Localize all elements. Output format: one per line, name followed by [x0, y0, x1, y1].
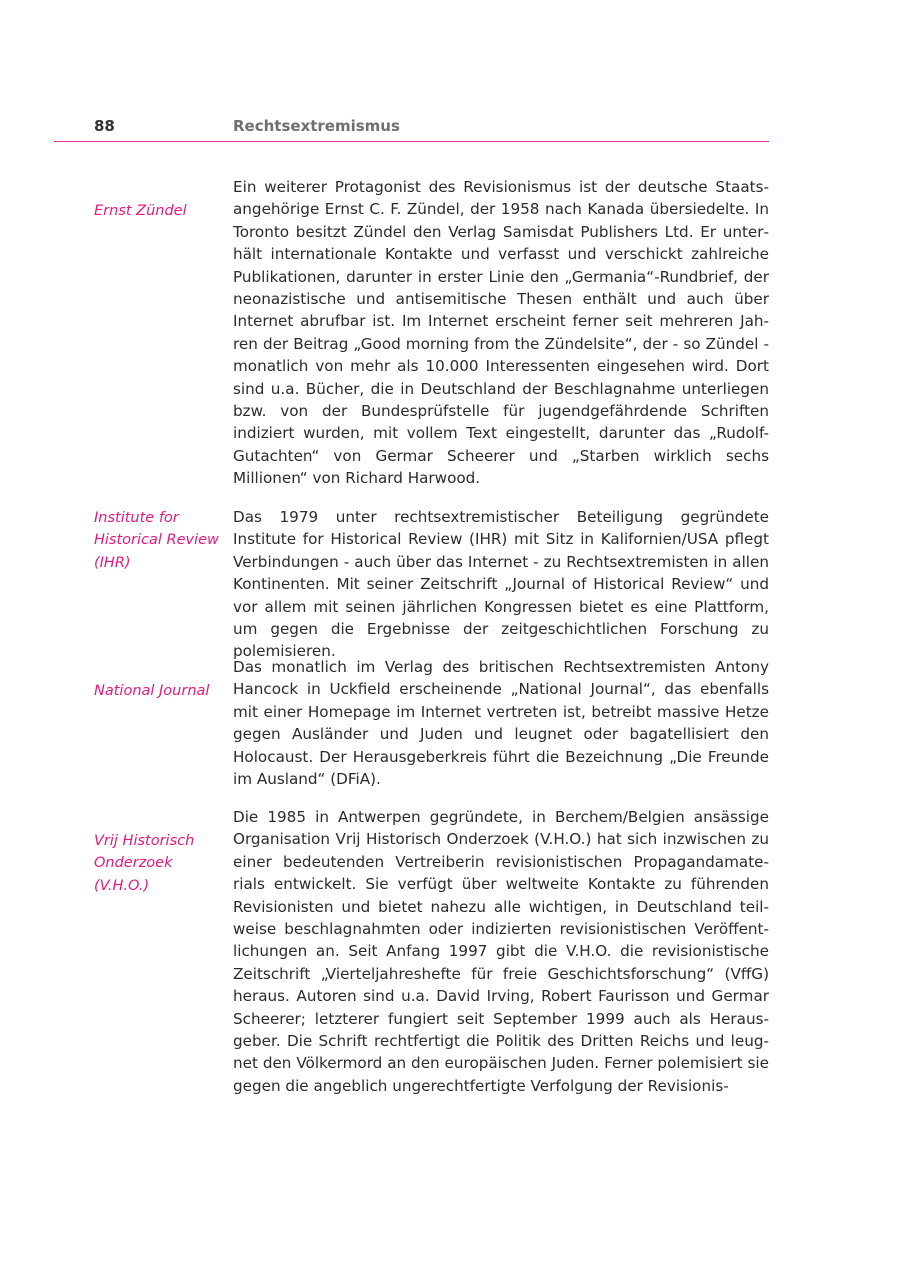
page-header	[0, 0, 900, 145]
margin-note: National Journal	[94, 683, 210, 699]
margin-note: Institute for Historical Review (IHR)	[94, 510, 219, 571]
body-paragraph: Die 1985 in Antwerpen gegründete, in Berchem/Belgien ansässige Organisation Vrij Historisch Onderzoek (V.H.O.) hat sich inzwischen zu einer bedeutenden Vertreiberin revisionistischen Propagandamaterials entwickelt. Sie verfügt über weltweite Kontakte zu führenden Revisionisten und bietet nahezu alle wichtigen, in Deutschland teilweise beschlagnahmten oder indizierten revisionistischen Veröffentlichungen an. Seit Anfang 1997 gibt die V.H.O. die revisionistische Zeitschrift „Vierteljahreshefte für freie Geschichtsforschung“ (VffG) heraus. Autoren sind u.a. David Irving, Robert Faurisson und Germar Scheerer; letzterer fungiert seit September 1999 auch als Herausgeber. Die Schrift rechtfertigt die Politik des Dritten Reichs und leugnet den Völkermord an den europäischen Juden. Ferner polemisiert sie gegen die angeblich ungerechtfertigte Verfolgung der Revisionis-	[233, 808, 769, 1095]
running-title: Rechtsextremismus	[233, 117, 400, 135]
margin-note: Vrij Historisch Onderzoek (V.H.O.)	[94, 833, 195, 894]
page-number: 88	[94, 117, 115, 135]
header-rule	[54, 141, 769, 142]
body-paragraph: Ein weiterer Protagonist des Revisionismus ist der deutsche Staatsangehörige Ernst C. F. Zündel, der 1958 nach Kanada übersiedelte. In Toronto besitzt Zündel den Verlag Samisdat Publishers Ltd. Er unterhält internationale Kontakte und verfasst und verschickt zahlreiche Publikationen, darunter in erster Linie den „Germania“-Rundbrief, der neonazistische und antisemitische Thesen enthält und auch über Internet abrufbar ist. Im Internet erscheint ferner seit mehreren Jahren der Beitrag „Good morning from the Zündelsite“, der - so Zündel - monatlich von mehr als 10.000 Interessenten eingesehen wird. Dort sind u.a. Bücher, die in Deutschland der Beschlagnahme unterliegen bzw. von der Bundesprüfstelle für jugendgefährdende Schriften indiziert wurden, mit vollem Text eingestellt, darunter das „Rudolf-Gutachten“ von Germar Scheerer und „Starben wirklich sechs Millionen“ von Richard Harwood.	[233, 178, 769, 488]
body-paragraph: Das monatlich im Verlag des britischen Rechtsextremisten Antony Hancock in Uckfield erscheinende „National Journal“, das ebenfalls mit einer Homepage im Internet vertreten ist, betreibt massive Hetze gegen Ausländer und Juden und leugnet oder bagatellisiert den Holocaust. Der Herausgeberkreis führt die Bezeichnung „Die Freunde im Ausland“ (DFiA).	[233, 658, 769, 789]
body-paragraph: Das 1979 unter rechtsextremistischer Beteiligung gegründete Institute for Historical Review (IHR) mit Sitz in Kalifornien/USA pflegt Verbindungen - auch über das Internet - zu Rechtsextremisten in allen Kontinenten. Mit seiner Zeitschrift „Journal of Historical Review“ und vor allem mit seinen jährlichen Kongressen bietet es eine Plattform, um gegen die Ergebnisse der zeitgeschichtlichen Forschung zu polemisieren.	[233, 508, 769, 661]
margin-note: Ernst Zündel	[94, 203, 187, 219]
